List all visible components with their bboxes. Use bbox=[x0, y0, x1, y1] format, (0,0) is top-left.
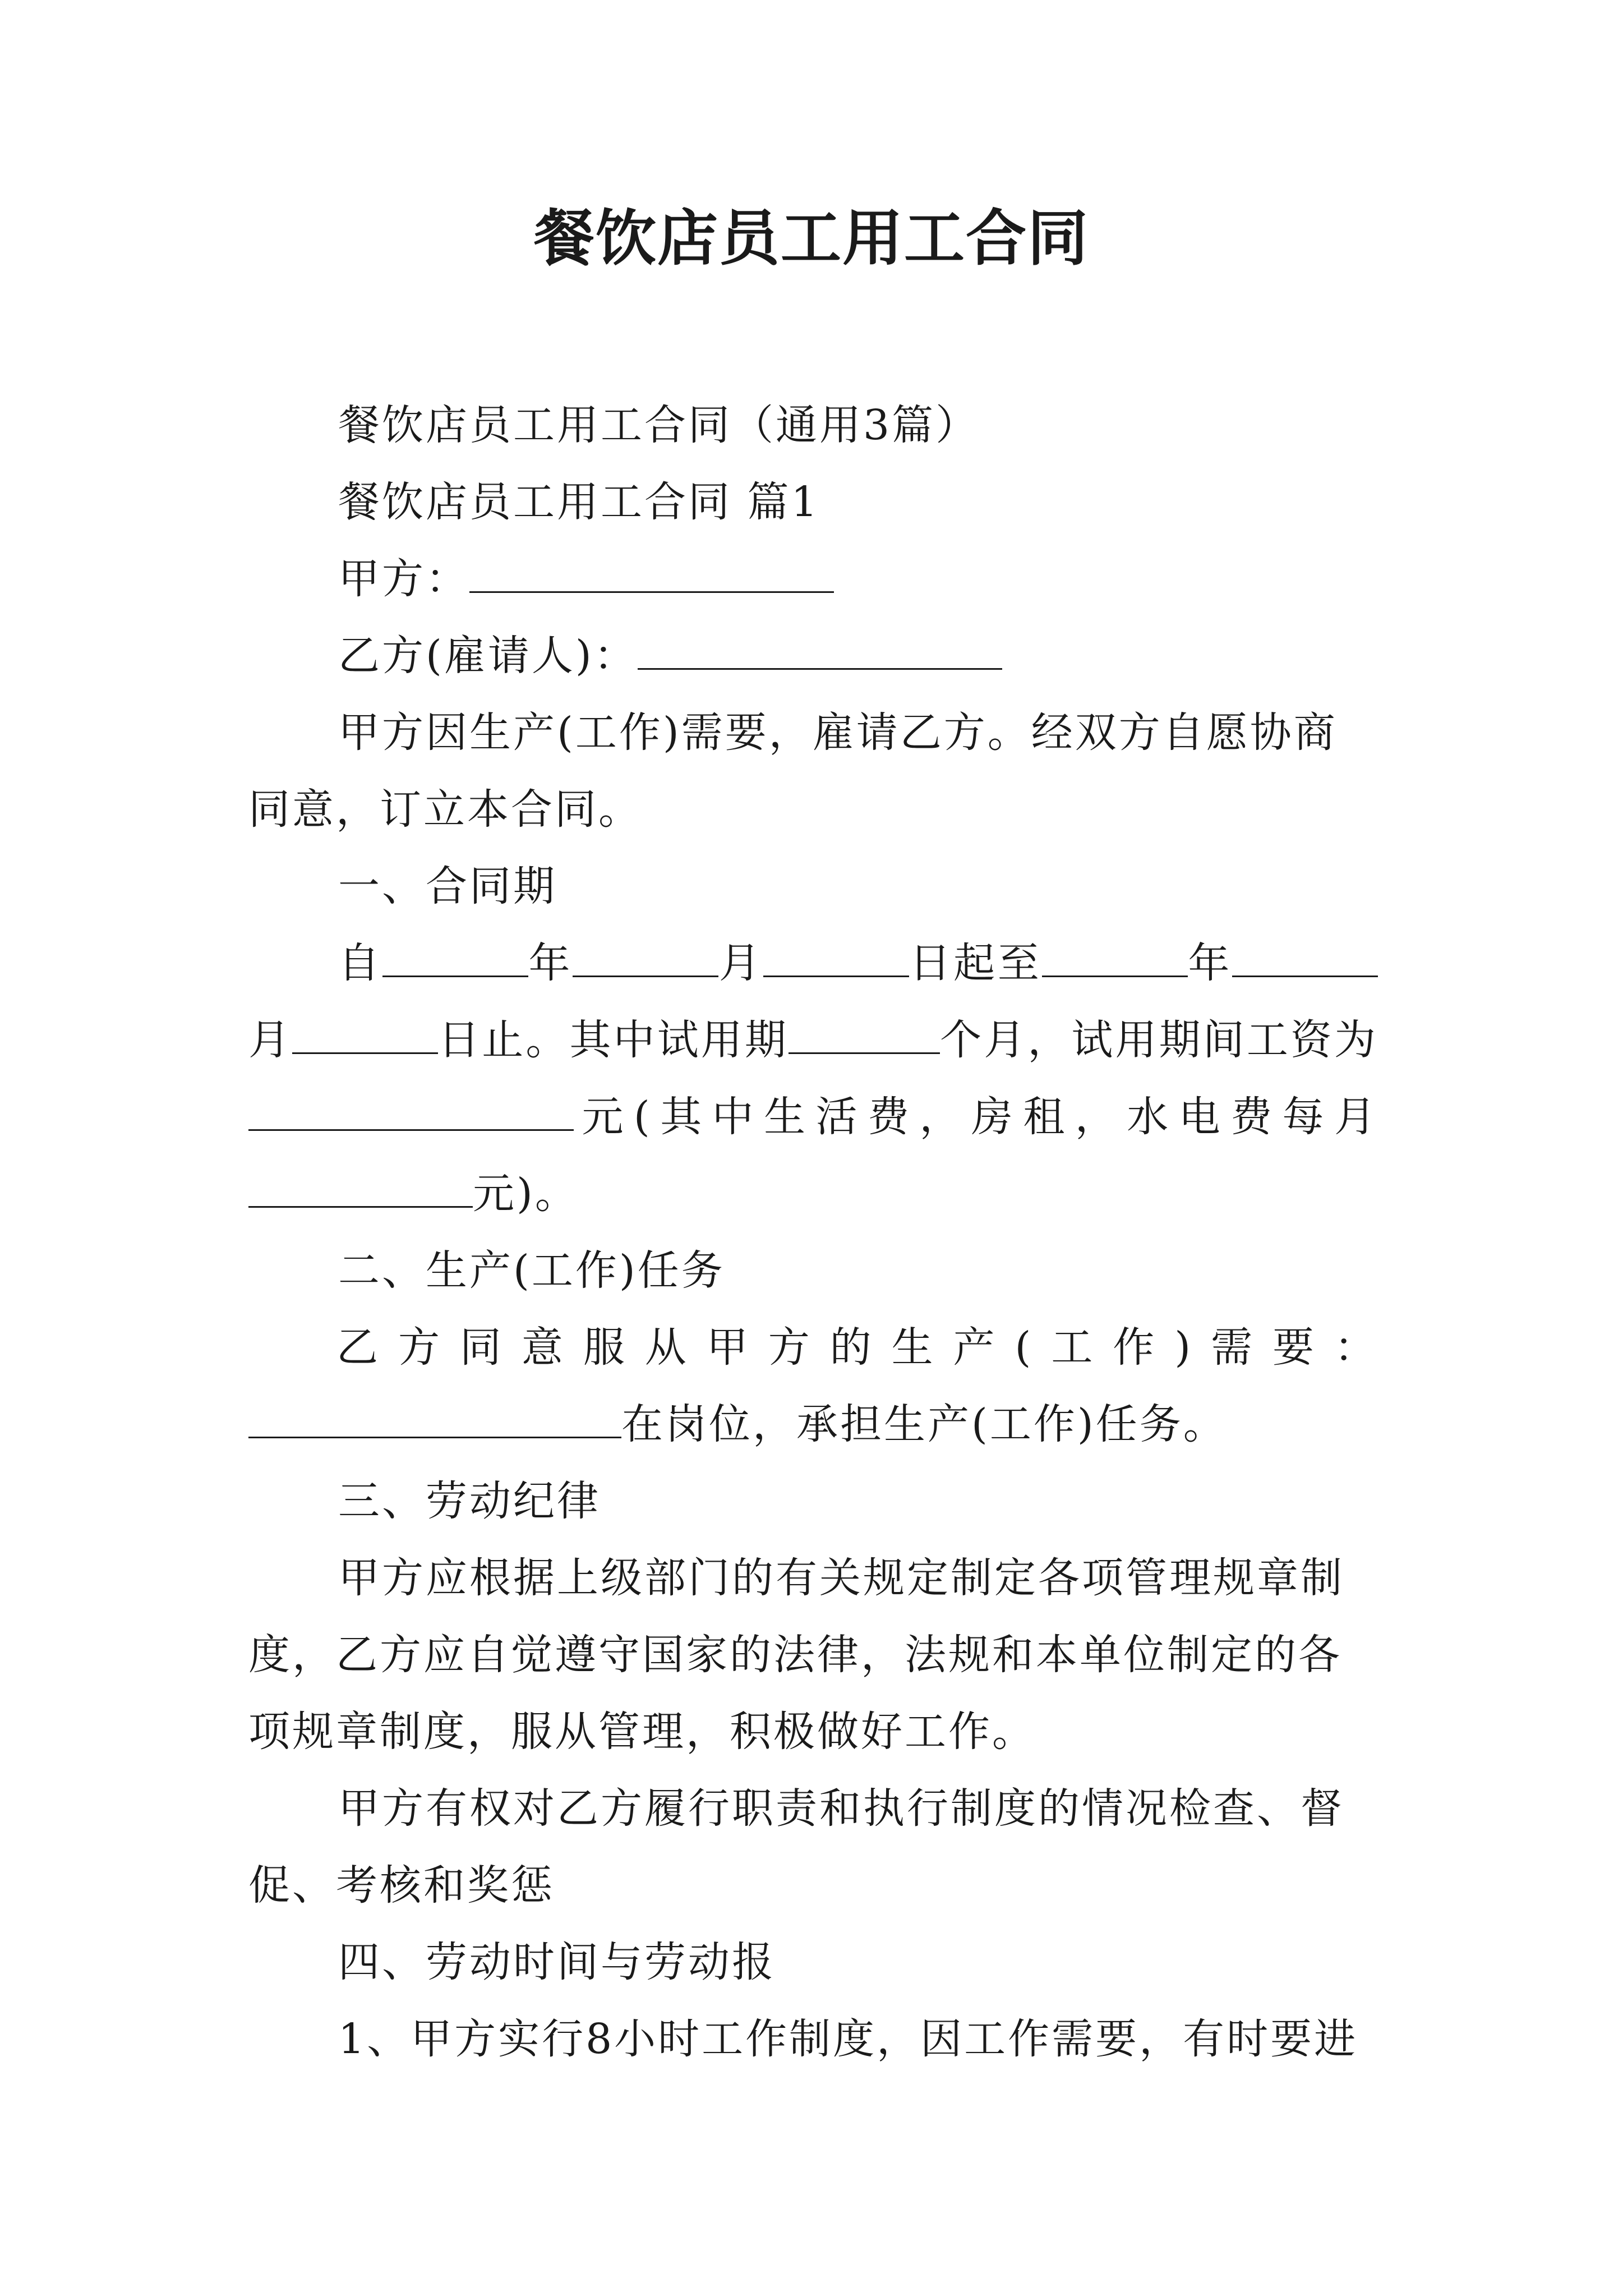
section1-line3 bbox=[248, 1079, 1378, 1156]
section4-heading: 四、劳动时间与劳动报 bbox=[338, 1938, 776, 1986]
end-month-blank-a[interactable] bbox=[1232, 942, 1378, 977]
trial-months-blank[interactable] bbox=[789, 1019, 940, 1054]
section2-line1: 乙方同意服从甲方的生产(工作)需要： bbox=[336, 1323, 1378, 1372]
section2-line2 bbox=[248, 1386, 1378, 1463]
text-day-end-trial: 日止。其中试用期 bbox=[438, 1016, 789, 1064]
party-b-line bbox=[248, 618, 1378, 694]
section1-line1 bbox=[248, 925, 1378, 1002]
section1-heading: 一、合同期 bbox=[338, 862, 557, 910]
text-month-2: 月 bbox=[248, 1016, 293, 1064]
part-heading: 餐饮店员工用工合同 篇1 bbox=[338, 478, 820, 526]
document-title: 餐饮店员工用工合同 bbox=[533, 203, 1089, 274]
text-wage-detail: 元(其中生活费，房租，水电费每月 bbox=[574, 1093, 1378, 1141]
post-blank[interactable] bbox=[248, 1403, 621, 1438]
end-day-blank[interactable] bbox=[292, 1019, 438, 1054]
start-day-blank[interactable] bbox=[763, 942, 909, 977]
section1-line4 bbox=[248, 1156, 1378, 1232]
document-subtitle: 餐饮店员工用工合同（通用3篇） bbox=[338, 401, 980, 449]
party-a-line bbox=[248, 541, 1378, 618]
party-a-blank[interactable] bbox=[469, 558, 834, 593]
text-day-to: 日起至 bbox=[909, 939, 1042, 987]
party-b-label: 乙方(雇请人)： bbox=[338, 632, 638, 680]
section3-heading: 三、劳动纪律 bbox=[338, 1477, 601, 1525]
text-trial-wage: 个月，试用期间工资为 bbox=[940, 1016, 1378, 1064]
start-month-blank[interactable] bbox=[573, 942, 718, 977]
text-month: 月 bbox=[718, 939, 763, 987]
party-b-blank[interactable] bbox=[638, 634, 1002, 670]
section1-line2 bbox=[248, 1002, 1378, 1079]
party-a-label: 甲方： bbox=[338, 555, 469, 603]
section4-paragraph1: 1、甲方实行8小时工作制度，因工作需要，有时要进 bbox=[338, 2015, 1358, 2063]
section3-paragraph2: 甲方有权对乙方履行职责和执行制度的情况检查、督促、考核和奖惩 bbox=[248, 1784, 1344, 1910]
intro-paragraph: 甲方因生产(工作)需要，雇请乙方。经双方自愿协商同意，订立本合同。 bbox=[248, 708, 1338, 834]
text-from: 自 bbox=[338, 939, 382, 987]
section2-task-text: 在岗位，承担生产(工作)任务。 bbox=[621, 1400, 1227, 1448]
trial-wage-blank[interactable] bbox=[248, 1096, 574, 1131]
text-year: 年 bbox=[528, 939, 573, 987]
end-year-blank[interactable] bbox=[1042, 942, 1188, 977]
text-year-2: 年 bbox=[1187, 939, 1233, 987]
text-yuan-end: 元)。 bbox=[473, 1170, 579, 1218]
monthly-fee-blank[interactable] bbox=[248, 1172, 473, 1208]
section2-heading: 二、生产(工作)任务 bbox=[338, 1246, 725, 1295]
start-year-blank[interactable] bbox=[382, 942, 528, 977]
section3-paragraph1: 甲方应根据上级部门的有关规定制定各项管理规章制度，乙方应自觉遵守国家的法律，法规和本单位制定的各项规章制度，服从管理，积极做好工作。 bbox=[248, 1554, 1344, 1756]
